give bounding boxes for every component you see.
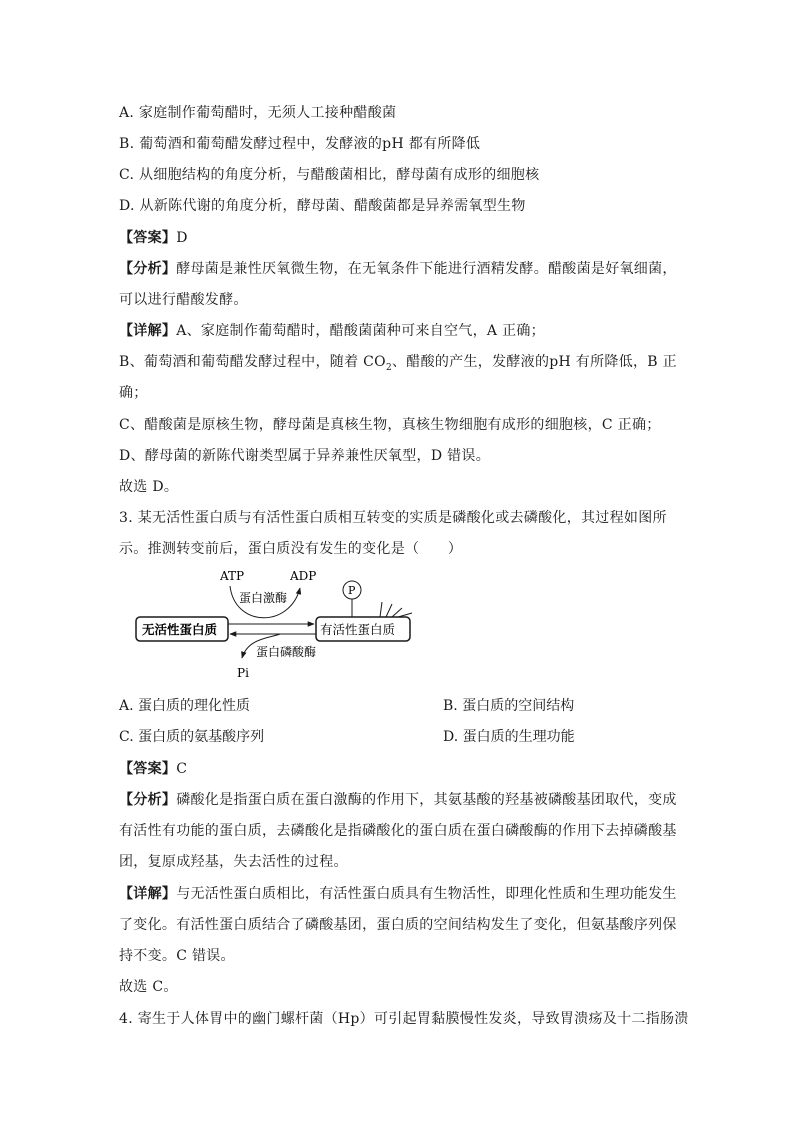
answer-tag: 【答案】 [119,761,177,777]
detail-tag: 【详解】 [119,886,177,902]
inactive-protein-label: 无活性蛋白质 [142,622,218,637]
q3-stem-line-2: 示。推测转变前后，蛋白质没有发生的变化是（ ） [119,541,463,557]
q3-stem-line-1: 3. 某无活性蛋白质与有活性蛋白质相互转变的实质是磷酸化或去磷酸化，其过程如图所 [119,510,667,526]
atp-label: ATP [220,569,245,583]
q4-stem-line-1: 4. 寄生于人体胃中的幽门螺杆菌（Hp）可引起胃黏膜慢性发炎，导致胃溃疡及十二指肠溃 [119,1011,689,1027]
active-protein-label: 有活性蛋白质 [320,622,396,637]
tick-line [392,608,402,617]
co2-subscript: 2 [385,362,392,373]
q3-analysis-cont-1: 有活性有功能的蛋白质，去磷酸化是指磷酸化的蛋白质在蛋白磷酸酶的作用下去掉磷酸基 [119,823,677,839]
analysis-text: 磷酸化是指蛋白质在蛋白激酶的作用下，其氨基酸的羟基被磷酸基团取代，变成 [176,792,677,808]
q3-analysis-cont-2: 团，复原成羟基，失去活性的过程。 [119,854,348,870]
phosphate-label: P [348,584,356,597]
q2-detail-b [119,353,677,371]
q3-option-b: B. 蛋白质的空间结构 [443,698,575,714]
detail-b-text: B、葡萄酒和葡萄醋发酵过程中，随着 CO [119,354,386,370]
q2-option-b: B. 葡萄酒和葡萄醋发酵过程中，发酵液的pH 都有所降低 [119,136,481,152]
q2-conclusion: 故选 D。 [119,479,179,495]
q3-option-d: D. 蛋白质的生理功能 [443,729,575,745]
q3-answer [119,760,187,778]
q2-detail [119,322,545,340]
detail-tag: 【详解】 [119,323,177,339]
q2-option-d: D. 从新陈代谢的角度分析，酵母菌、醋酸菌都是异养需氧型生物 [119,198,526,214]
q3-detail-cont-1: 了变化。有活性蛋白质结合了磷酸基团，蛋白质的空间结构发生了变化，但氨基酸序列保 [119,917,677,933]
q2-answer [119,229,188,247]
detail-b-text-cont: 、醋酸的产生，发酵液的pH 有所降低，B 正 [391,354,677,370]
q3-conclusion: 故选 C。 [119,979,178,995]
phosphorylation-diagram [130,566,450,684]
analysis-tag: 【分析】 [119,261,177,277]
answer-value: C [176,761,188,777]
q2-detail-c: C、醋酸菌是原核生物，酵母菌是真核生物，真核生物细胞有成形的细胞核，C 正确； [119,417,661,433]
tick-line [380,602,382,617]
q3-detail [119,885,677,903]
q2-analysis-cont: 可以进行醋酸发酵。 [119,292,248,308]
q2-detail-b-cont: 确； [119,385,148,401]
tick-line [386,604,392,617]
pi-label: Pi [237,666,249,680]
q3-option-a: A. 蛋白质的理化性质 [119,698,251,714]
answer-tag: 【答案】 [119,230,177,246]
q2-option-c: C. 从细胞结构的角度分析，与醋酸菌相比，酵母菌有成形的细胞核 [119,167,540,183]
q2-option-a: A. 家庭制作葡萄醋时，无须人工接种醋酸菌 [119,105,397,121]
analysis-text: 酵母菌是兼性厌氧微生物，在无氧条件下能进行酒精发酵。醋酸菌是好氧细菌， [176,261,677,277]
answer-value: D [176,230,188,246]
detail-text: A、家庭制作葡萄醋时，醋酸菌菌种可来自空气，A 正确； [176,323,545,339]
detail-text: 与无活性蛋白质相比，有活性蛋白质具有生物活性，即理化性质和生理功能发生 [176,886,677,902]
q3-analysis [119,791,677,809]
analysis-tag: 【分析】 [119,792,177,808]
q3-option-c: C. 蛋白质的氨基酸序列 [119,729,265,745]
kinase-label: 蛋白激酶 [239,591,288,605]
phosphatase-label: 蛋白磷酸酶 [256,645,317,659]
q2-detail-d: D、酵母菌的新陈代谢类型属于异养兼性厌氧型，D 错误。 [119,448,490,464]
adp-label: ADP [290,569,317,583]
q2-analysis [119,260,677,278]
q3-detail-cont-2: 持不变。C 错误。 [119,948,235,964]
